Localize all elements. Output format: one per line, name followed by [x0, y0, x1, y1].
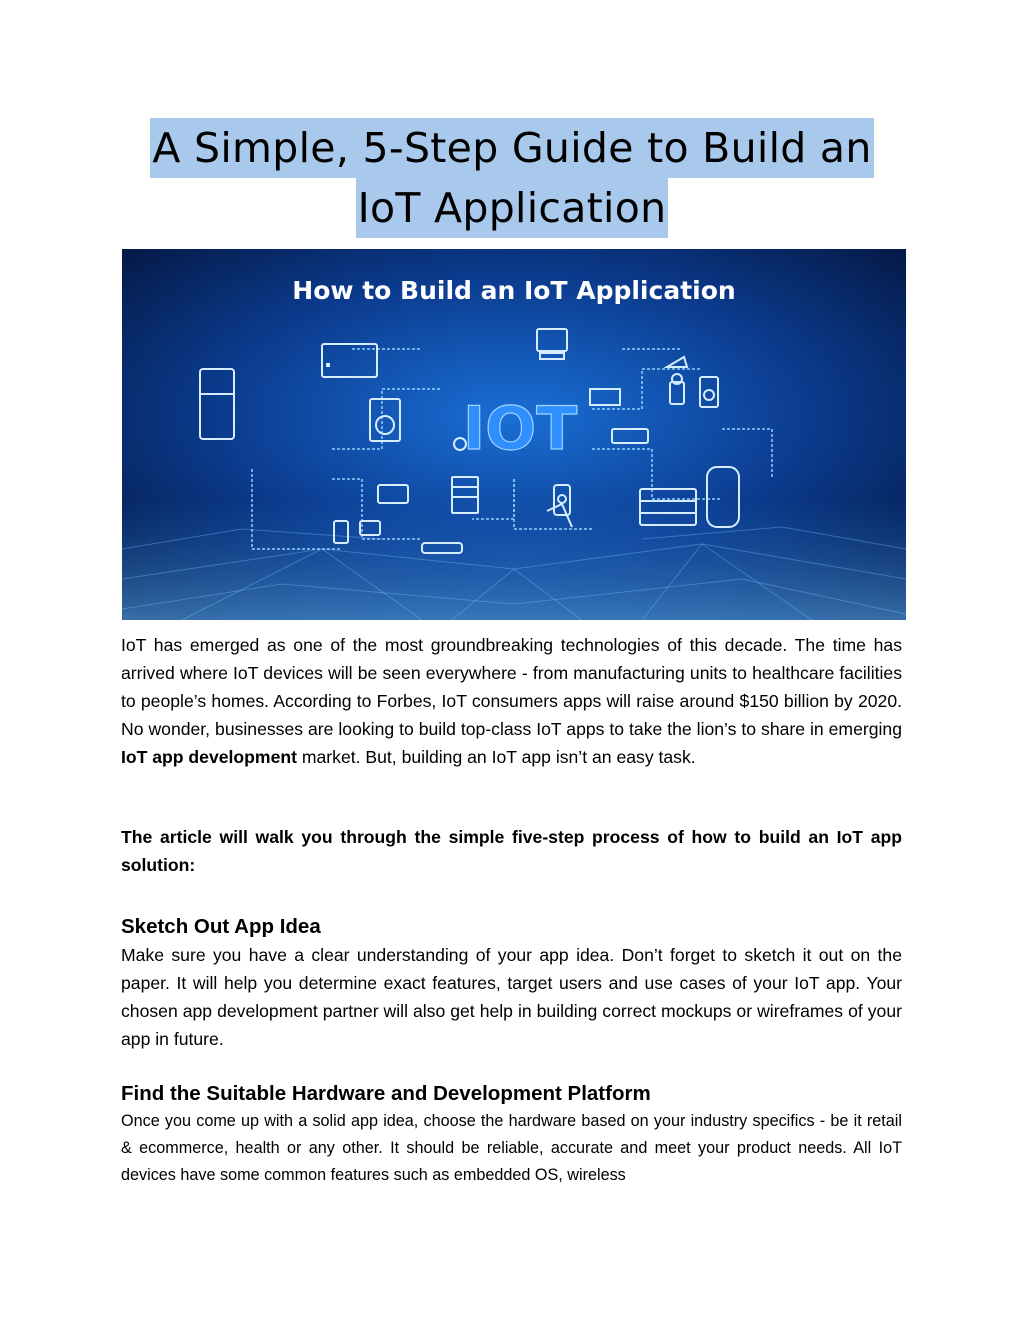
page-title [122, 118, 902, 238]
section-body-sketch: Make sure you have a clear understanding of your app idea. Don’t forget to sketch it out on the paper. It will help you determine exact features, target users and use cases of your IoT app. Your chosen app development partner will also get help in building correct mockups or wireframes of your app in future. [121, 945, 902, 1049]
intro-text-start: IoT has emerged as one of the most groundbreaking technologies of this decade. The time has arrived where IoT devices will be seen everywhere - from manufacturing units to healthcare facilities to people’s homes. According to Forbes, IoT consumers apps will raise around $150 billion by 2020. No wonder, businesses are looking to build top-class IoT apps to take the lion’s to share in emerging [121, 635, 902, 739]
section-heading-sketch: Sketch Out App Idea [121, 915, 321, 938]
section-body-hardware: Once you come up with a solid app idea, choose the hardware based on your industry specifics - be it retail & ecommerce, health or any other. It should be reliable, accurate and meet your product needs. All IoT devices have some common features such as embedded OS, wireless [121, 1112, 902, 1184]
intro-paragraph [121, 631, 902, 771]
hero-heading: How to Build an IoT Application [292, 276, 736, 305]
title-line-1: A Simple, 5-Step Guide to Build an [150, 118, 873, 178]
intro-text-end: market. But, building an IoT app isn’t an easy task. [296, 747, 696, 767]
intro-bold-term: IoT app development [121, 747, 297, 767]
lead-paragraph: The article will walk you through the simple five-step process of how to build an IoT app solution: [121, 827, 902, 875]
hero-center-label: IOT [462, 394, 578, 464]
hero-image [122, 249, 906, 620]
section-heading-hardware: Find the Suitable Hardware and Development Platform [121, 1082, 651, 1105]
title-line-2: IoT Application [356, 178, 669, 238]
